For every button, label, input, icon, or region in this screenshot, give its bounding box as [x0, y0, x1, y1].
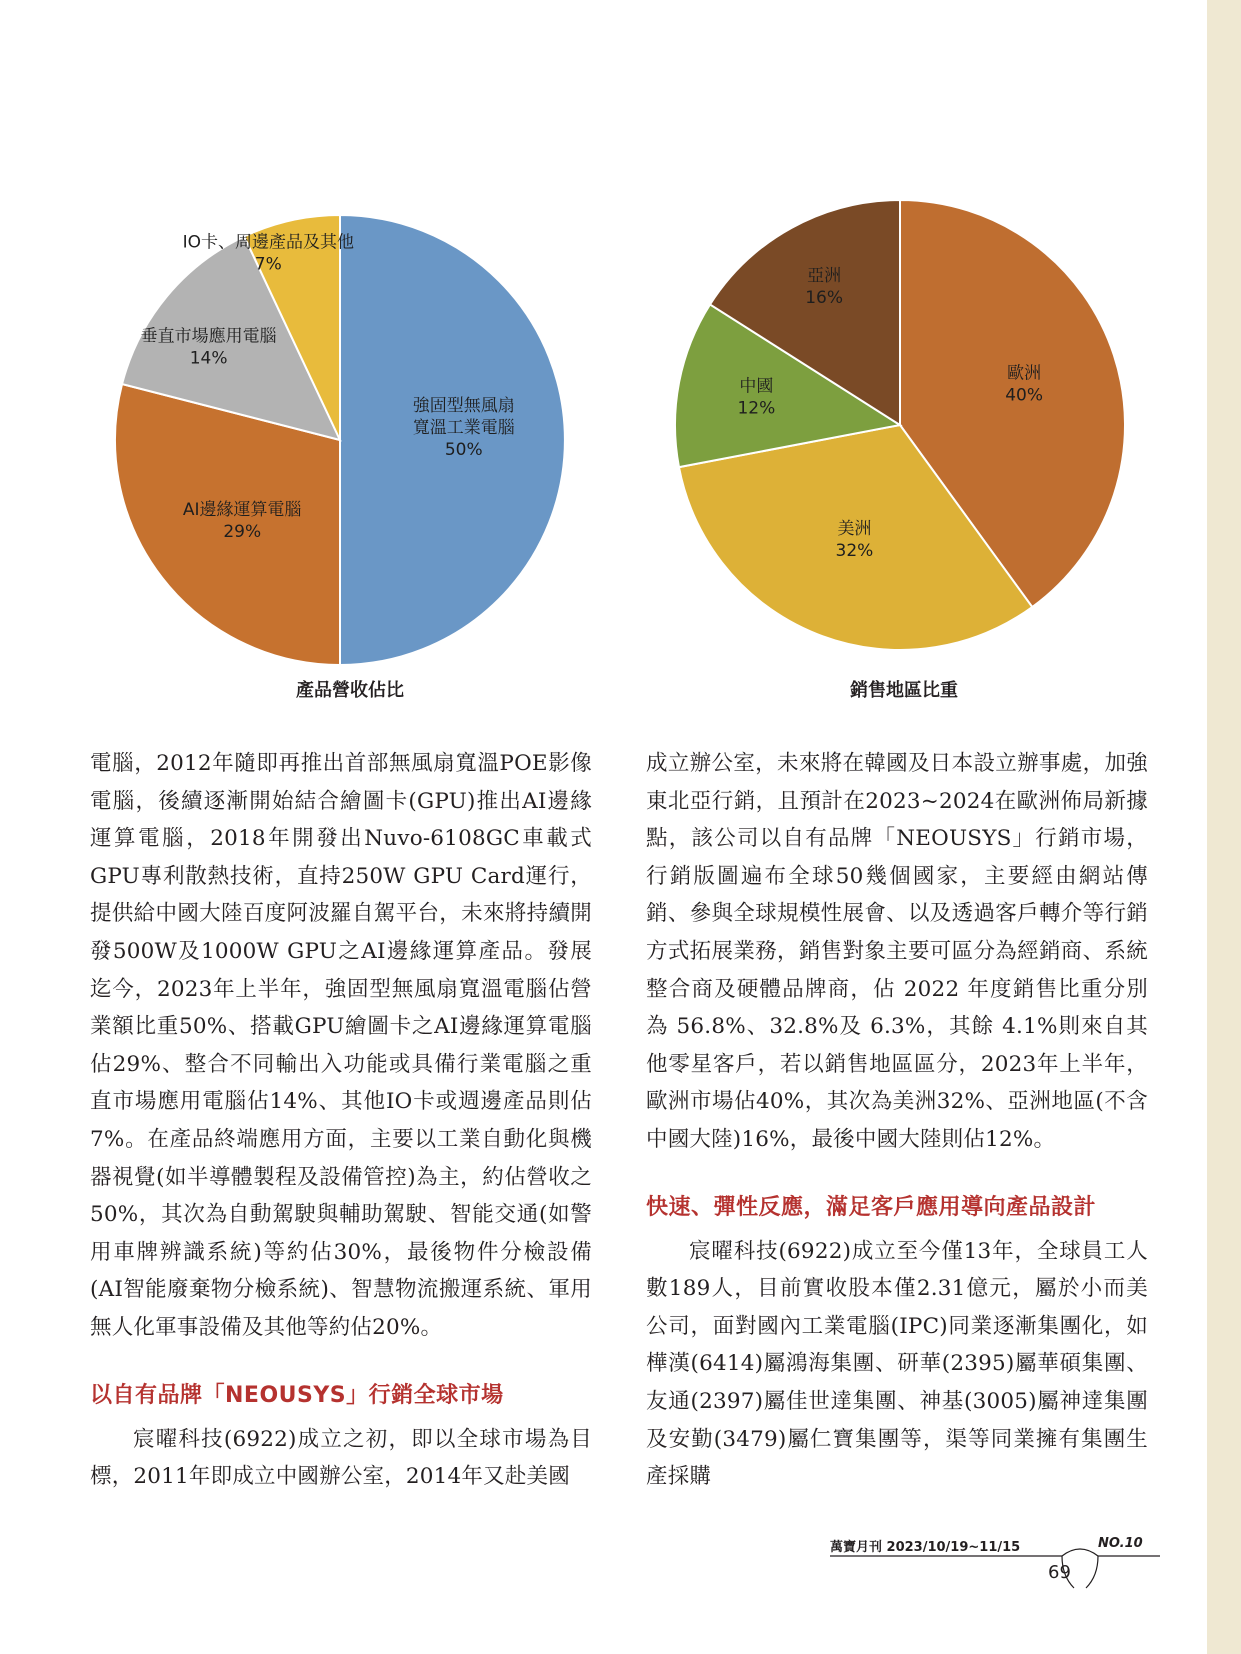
sales-region-pie-chart — [660, 185, 1140, 665]
product-revenue-chart-title: 產品營收佔比 — [296, 680, 404, 701]
section-heading-brand: 以自有品牌「NEOUSYS」行銷全球市場 — [90, 1382, 504, 1408]
pie-slice-category-label: 歐洲 — [1007, 363, 1042, 384]
pie-slice-percent-label: 32% — [835, 541, 874, 562]
page-number: 69 — [1048, 1562, 1071, 1583]
article-right-column — [646, 745, 1148, 1496]
right-paragraph-2: 宸曜科技(6922)成立至今僅13年，全球員工人數189人，目前實收股本僅2.31億元，屬於小而美公司，面對國內工業電腦(IPC)同業逐漸集團化，如樺漢(6414)屬鴻海集團、研華(2395)屬華碩集團、友通(2397)屬佳世達集團、神基(3005)屬神達集團及安勤(3479)屬仁寶集團等，渠等同業擁有集團生產採購 — [646, 1238, 1148, 1490]
pie-slice-percent-label: 14% — [189, 348, 228, 369]
section-heading-flexible: 快速、彈性反應，滿足客戶應用導向產品設計 — [646, 1194, 1097, 1220]
pie-slice-percent-label: 29% — [223, 521, 262, 542]
pie-slice-category-label: 強固型無風扇 — [412, 396, 515, 416]
pie-slice-percent-label: 40% — [1005, 385, 1044, 406]
pie-slice-category-label: IO卡、周邊產品及其他 — [182, 232, 354, 253]
pie-slice-percent-label: 7% — [254, 254, 282, 275]
pie-slice-category-label: 亞洲 — [807, 265, 842, 286]
left-paragraph-2: 宸曜科技(6922)成立之初，即以全球市場為目標，2011年即成立中國辦公室，2014年又赴美國 — [90, 1426, 592, 1490]
pie-slice-category-label: 垂直市場應用電腦 — [140, 326, 277, 347]
pie-slice-category-label: AI邊緣運算電腦 — [182, 499, 302, 520]
pie-slice-percent-label: 50% — [444, 440, 483, 460]
publication-name: 萬寶月刊 2023/10/19~11/15 — [830, 1540, 1021, 1555]
pie-slice-category-label: 中國 — [739, 376, 774, 397]
page-footer — [830, 1536, 1160, 1596]
product-revenue-pie-chart — [100, 200, 580, 680]
pie-slice-percent-label: 16% — [805, 287, 844, 308]
pie-slice-percent-label: 12% — [737, 398, 776, 419]
side-color-strip — [1207, 0, 1241, 1654]
pie-slice-category-label: 寬溫工業電腦 — [412, 418, 515, 438]
right-paragraph-1: 成立辦公室，未來將在韓國及日本設立辦事處，加強東北亞行銷，且預計在2023~2024在歐洲佈局新據點，該公司以自有品牌「NEOUSYS」行銷市場，行銷版圖遍布全球50幾個國家，主要經由網站傳銷、參與全球規模性展會、以及透過客戶轉介等行銷方式拓展業務，銷售對象主要可區分為經銷商、系統整合商及硬體品牌商，佔 2022 年度銷售比重分別為 56.8%、32.8%及 6.3%，其餘 4.1%則來自其他零星客戶，若以銷售地區區分，2023年上半年，歐洲市場佔40%，其次為美洲32%、亞洲地區(不含中國大陸)16%，最後中國大陸則佔12%。 — [646, 751, 1148, 1152]
pie-slice-category-label: 美洲 — [837, 519, 872, 540]
sales-region-chart-title: 銷售地區比重 — [850, 680, 958, 701]
issue-number: NO.10 — [1098, 1536, 1143, 1551]
left-paragraph-1: 電腦，2012年隨即再推出首部無風扇寬溫POE影像電腦，後續逐漸開始結合繪圖卡(GPU)推出AI邊緣運算電腦，2018年開發出Nuvo-6108GC車載式GPU專利散熱技術，直持250W GPU Card運行，提供給中國大陸百度阿波羅自駕平台，未來將持續開發500W及1000W GPU之AI邊緣運算產品。發展迄今，2023年上半年，強固型無風扇寬溫電腦佔營業額比重50%、搭載GPU繪圖卡之AI邊緣運算電腦佔29%、整合不同輸出入功能或具備行業電腦之重直市場應用電腦佔14%、其他IO卡或週邊產品則佔7%。在產品終端應用方面，主要以工業自動化與機器視覺(如半導體製程及設備管控)為主，約佔營收之50%，其次為自動駕駛與輔助駕駛、智能交通(如警用車牌辨識系統)等約佔30%，最後物件分檢設備(AI智能廢棄物分檢系統)、智慧物流搬運系統、軍用無人化軍事設備及其他等約佔20%。 — [90, 751, 592, 1340]
article-left-column — [90, 745, 592, 1496]
